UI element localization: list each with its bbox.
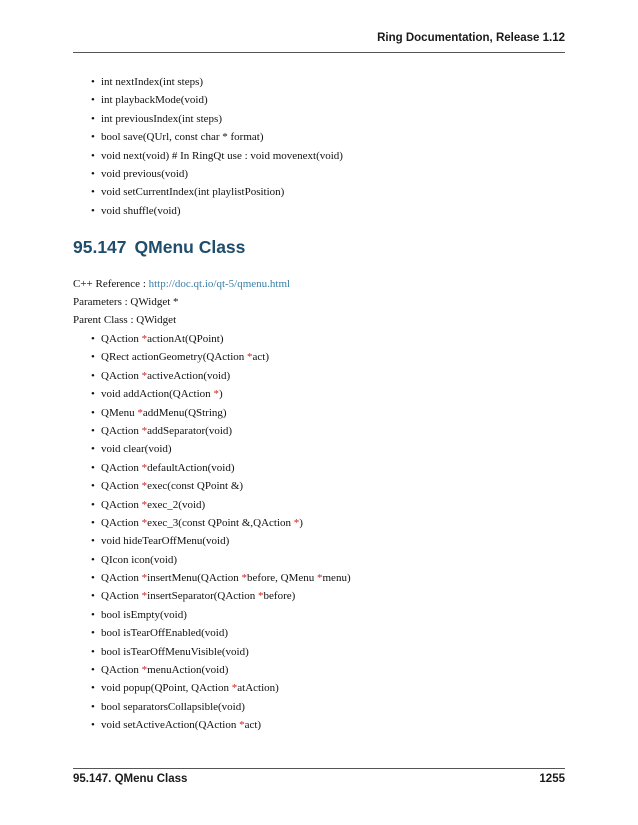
method-text: QAction <box>101 516 142 529</box>
pointer-asterisk: * <box>213 388 219 401</box>
list-item-text: int playbackMode(void) <box>101 94 208 107</box>
bullet-icon: • <box>91 461 95 474</box>
footer-section: 95.147. QMenu Class <box>73 773 188 785</box>
pointer-asterisk: * <box>247 351 253 364</box>
bullet-icon: • <box>91 424 95 437</box>
method-text: ) <box>218 388 223 401</box>
method-item <box>91 477 351 495</box>
bullet-icon: • <box>91 535 95 548</box>
header-title: Ring Documentation, Release 1.12 <box>377 32 565 44</box>
method-text: bool isTearOffMenuVisible(void) <box>101 645 249 658</box>
pointer-asterisk: * <box>231 682 238 695</box>
pointer-asterisk: * <box>141 461 148 474</box>
method-text: defaultAction(void) <box>147 461 235 474</box>
bullet-icon: • <box>91 94 95 107</box>
bullet-icon: • <box>91 76 95 88</box>
bullet-icon: • <box>91 131 95 144</box>
method-item <box>91 404 351 422</box>
bullet-icon: • <box>91 186 95 199</box>
list-item <box>91 91 343 109</box>
method-item <box>91 643 351 661</box>
method-text: addSeparator(void) <box>147 424 233 437</box>
bullet-icon: • <box>91 664 95 677</box>
section-heading <box>73 237 245 258</box>
method-item <box>91 569 351 587</box>
method-text: actionAt(QPoint) <box>147 333 224 345</box>
list-item <box>91 73 343 91</box>
method-text: exec_3(const QPoint &,QAction <box>147 516 294 529</box>
pointer-asterisk: * <box>141 369 148 382</box>
method-text: menuAction(void) <box>147 664 229 677</box>
bullet-icon: • <box>91 608 95 621</box>
pointer-asterisk: * <box>241 572 248 585</box>
bullet-icon: • <box>91 627 95 640</box>
method-item <box>91 459 351 477</box>
pointer-asterisk: * <box>141 516 148 529</box>
method-text: QAction <box>101 333 142 345</box>
parameters-line: Parameters : QWidget * <box>73 296 179 308</box>
method-text: QAction <box>101 590 142 603</box>
method-text: QMenu <box>101 406 138 419</box>
method-text: void setActiveAction(QAction <box>101 719 240 732</box>
list-item <box>91 165 343 183</box>
parent-class-line: Parent Class : QWidget <box>73 314 177 326</box>
method-text: before) <box>263 590 296 603</box>
bullet-icon: • <box>91 149 95 162</box>
list-item <box>91 202 343 220</box>
method-item <box>91 422 351 440</box>
method-list-previous <box>91 73 343 220</box>
bullet-icon: • <box>91 406 95 419</box>
list-item <box>91 128 343 146</box>
method-text: atAction) <box>237 682 279 695</box>
method-text: act) <box>252 351 269 364</box>
method-text: void addAction(QAction <box>101 388 214 401</box>
list-item <box>91 110 343 128</box>
pointer-asterisk: * <box>141 333 148 345</box>
page-header <box>73 30 565 53</box>
method-text: insertMenu(QAction <box>147 572 242 585</box>
reference-label: C++ Reference : <box>73 278 149 290</box>
pointer-asterisk: * <box>293 516 300 529</box>
bullet-icon: • <box>91 553 95 566</box>
pointer-asterisk: * <box>258 590 264 603</box>
method-item <box>91 587 351 605</box>
bullet-icon: • <box>91 590 95 603</box>
method-item <box>91 624 351 642</box>
pointer-asterisk: * <box>141 424 148 437</box>
method-item <box>91 661 351 679</box>
bullet-icon: • <box>91 682 95 695</box>
list-item-text: void previous(void) <box>101 167 189 180</box>
bullet-icon: • <box>91 443 95 456</box>
bullet-icon: • <box>91 516 95 529</box>
list-item-text: int previousIndex(int steps) <box>101 112 222 125</box>
bullet-icon: • <box>91 204 95 217</box>
method-item <box>91 698 351 716</box>
reference-line <box>73 278 290 290</box>
bullet-icon: • <box>91 112 95 125</box>
bullet-icon: • <box>91 719 95 732</box>
bullet-icon: • <box>91 369 95 382</box>
method-item <box>91 440 351 458</box>
pointer-asterisk: * <box>141 480 148 493</box>
method-text: exec(const QPoint &) <box>147 480 244 493</box>
list-item-text: int nextIndex(int steps) <box>101 76 204 88</box>
pointer-asterisk: * <box>239 719 245 732</box>
list-item-text: void setCurrentIndex(int playlistPosition) <box>101 186 285 199</box>
method-text: bool isTearOffEnabled(void) <box>101 627 229 640</box>
bullet-icon: • <box>91 351 95 364</box>
method-text: QAction <box>101 498 142 511</box>
bullet-icon: • <box>91 645 95 658</box>
bullet-icon: • <box>91 388 95 401</box>
method-text: exec_2(void) <box>147 498 206 511</box>
method-item <box>91 367 351 385</box>
bullet-icon: • <box>91 480 95 493</box>
method-item <box>91 385 351 403</box>
method-text: void clear(void) <box>101 443 172 456</box>
section-number: 95.147 <box>73 237 127 257</box>
bullet-icon: • <box>91 333 95 345</box>
method-text: before, QMenu <box>247 572 317 585</box>
bullet-icon: • <box>91 167 95 180</box>
method-text: void hideTearOffMenu(void) <box>101 535 230 548</box>
method-item <box>91 679 351 697</box>
pointer-asterisk: * <box>317 572 323 585</box>
method-item <box>91 496 351 514</box>
list-item-text: void shuffle(void) <box>101 204 181 217</box>
method-text: void popup(QPoint, QAction <box>101 682 232 695</box>
pointer-asterisk: * <box>141 572 148 585</box>
method-text: QAction <box>101 461 142 474</box>
method-text: QAction <box>101 572 142 585</box>
method-text: bool isEmpty(void) <box>101 608 187 621</box>
method-list-qmenu <box>91 330 351 735</box>
list-item-text: void next(void) # In RingQt use : void movenext(void) <box>101 149 343 162</box>
reference-link[interactable]: http://doc.qt.io/qt-5/qmenu.html <box>148 278 291 290</box>
bullet-icon: • <box>91 572 95 585</box>
list-item <box>91 147 343 165</box>
method-item <box>91 532 351 550</box>
bullet-icon: • <box>91 498 95 511</box>
page-footer <box>73 768 565 789</box>
method-text: activeAction(void) <box>147 369 231 382</box>
method-text: QIcon icon(void) <box>101 553 178 566</box>
method-text: QAction <box>101 664 142 677</box>
list-item-text: bool save(QUrl, const char * format) <box>101 131 264 144</box>
method-item <box>91 551 351 569</box>
method-item <box>91 330 351 348</box>
list-item <box>91 183 343 201</box>
method-item <box>91 606 351 624</box>
pointer-asterisk: * <box>141 498 148 511</box>
method-text: act) <box>244 719 262 732</box>
method-text: QRect actionGeometry(QAction <box>101 351 248 364</box>
pointer-asterisk: * <box>137 406 143 419</box>
method-item <box>91 348 351 366</box>
method-text: menu) <box>322 572 351 585</box>
pointer-asterisk: * <box>141 664 148 677</box>
method-text: insertSeparator(QAction <box>147 590 259 603</box>
bullet-icon: • <box>91 700 95 713</box>
method-text: addMenu(QString) <box>142 406 227 419</box>
method-text: QAction <box>101 424 142 437</box>
method-item <box>91 716 351 734</box>
method-text: ) <box>299 516 303 529</box>
method-item <box>91 514 351 532</box>
method-text: QAction <box>101 369 142 382</box>
method-text: bool separatorsCollapsible(void) <box>101 700 245 713</box>
section-title: QMenu Class <box>134 237 246 257</box>
method-text: QAction <box>101 480 142 493</box>
page-number: 1255 <box>539 773 565 785</box>
pointer-asterisk: * <box>141 590 148 603</box>
